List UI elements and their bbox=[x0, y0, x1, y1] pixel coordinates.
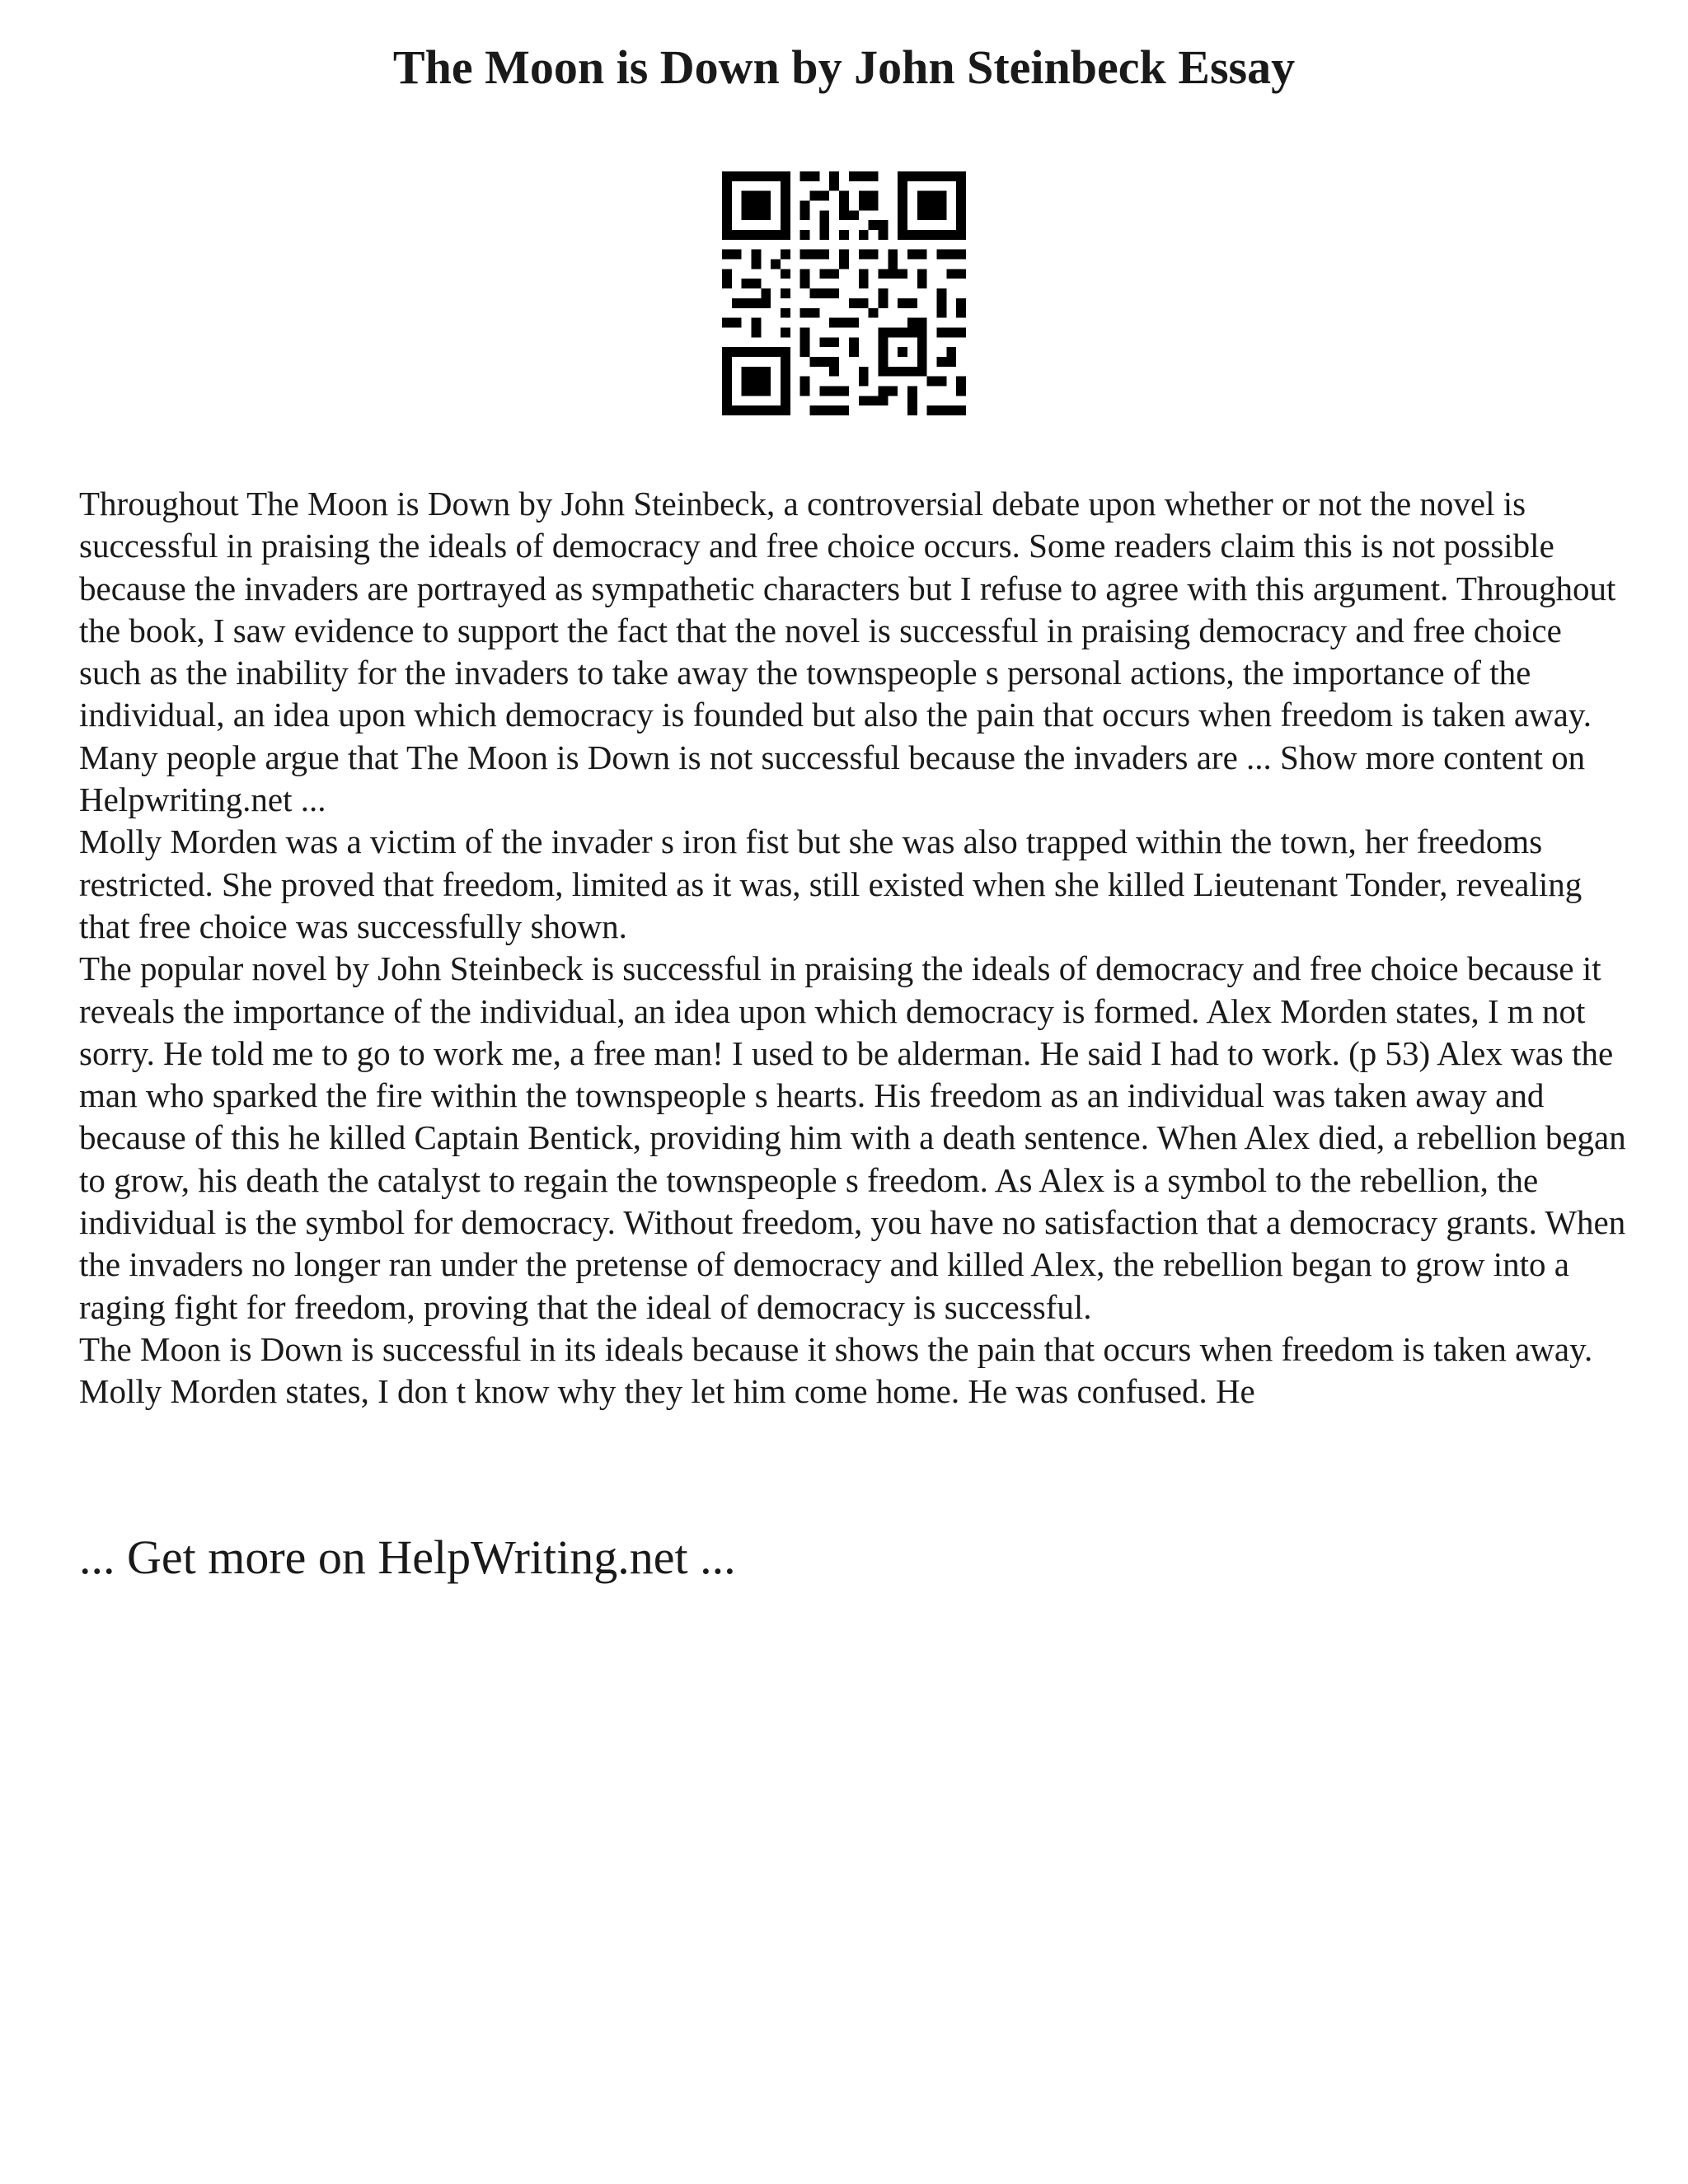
paragraph: Throughout The Moon is Down by John Steinbeck, a controversial debate upon whether or not the novel is successful in praising the ideals of democracy and free choice occurs. Some readers claim this is not possible because the invaders are portrayed as sympathetic characters but I refuse to agree with this argument. Throughout the book, I saw evidence to support the fact that the novel is successful in praising democracy and free choice such as the inability for the invaders to take away the townspeople s personal actions, the importance of the individual, an idea upon which democracy is founded but also the pain that occurs when freedom is taken away. Many people argue that The Moon is Down is not successful because the invaders are ... Show more content on Helpwriting.net ... bbox=[79, 485, 1616, 819]
essay-body bbox=[79, 483, 1629, 1413]
paragraph: The popular novel by John Steinbeck is successful in praising the ideals of democracy and free choice because it reveals the importance of the individual, an idea upon which democracy is formed. Alex Morden states, I m not sorry. He told me to go to work me, a free man! I used to be alderman. He said I had to work. (p 53) Alex was the man who sparked the fire within the townspeople s hearts. His freedom as an individual was taken away and because of this he killed Captain Bentick, providing him with a death sentence. When Alex died, a rebellion began to grow, his death the catalyst to regain the townspeople s freedom. As Alex is a symbol to the rebellion, the individual is the symbol for democracy. Without freedom, you have no satisfaction that a democracy grants. When the invaders no longer ran under the pretense of democracy and killed Alex, the rebellion began to grow into a raging fight for freedom, proving that the ideal of democracy is successful. bbox=[79, 949, 1626, 1326]
paragraph: The Moon is Down is successful in its ideals because it shows the pain that occurs when freedom is taken away. Molly Morden states, I don t know why they let him come home. He was confused. He bbox=[79, 1329, 1593, 1411]
qr-code-icon[interactable] bbox=[722, 171, 966, 415]
paragraph: Molly Morden was a victim of the invader s iron fist but she was also trapped within the town, her freedoms restricted. She proved that freedom, limited as it was, still existed when she killed Lieutenant Tonder, revealing that free choice was successfully shown. bbox=[79, 823, 1582, 945]
get-more-link[interactable]: ... Get more on HelpWriting.net ... bbox=[79, 1530, 736, 1584]
document-title: The Moon is Down by John Steinbeck Essay bbox=[392, 40, 1296, 94]
